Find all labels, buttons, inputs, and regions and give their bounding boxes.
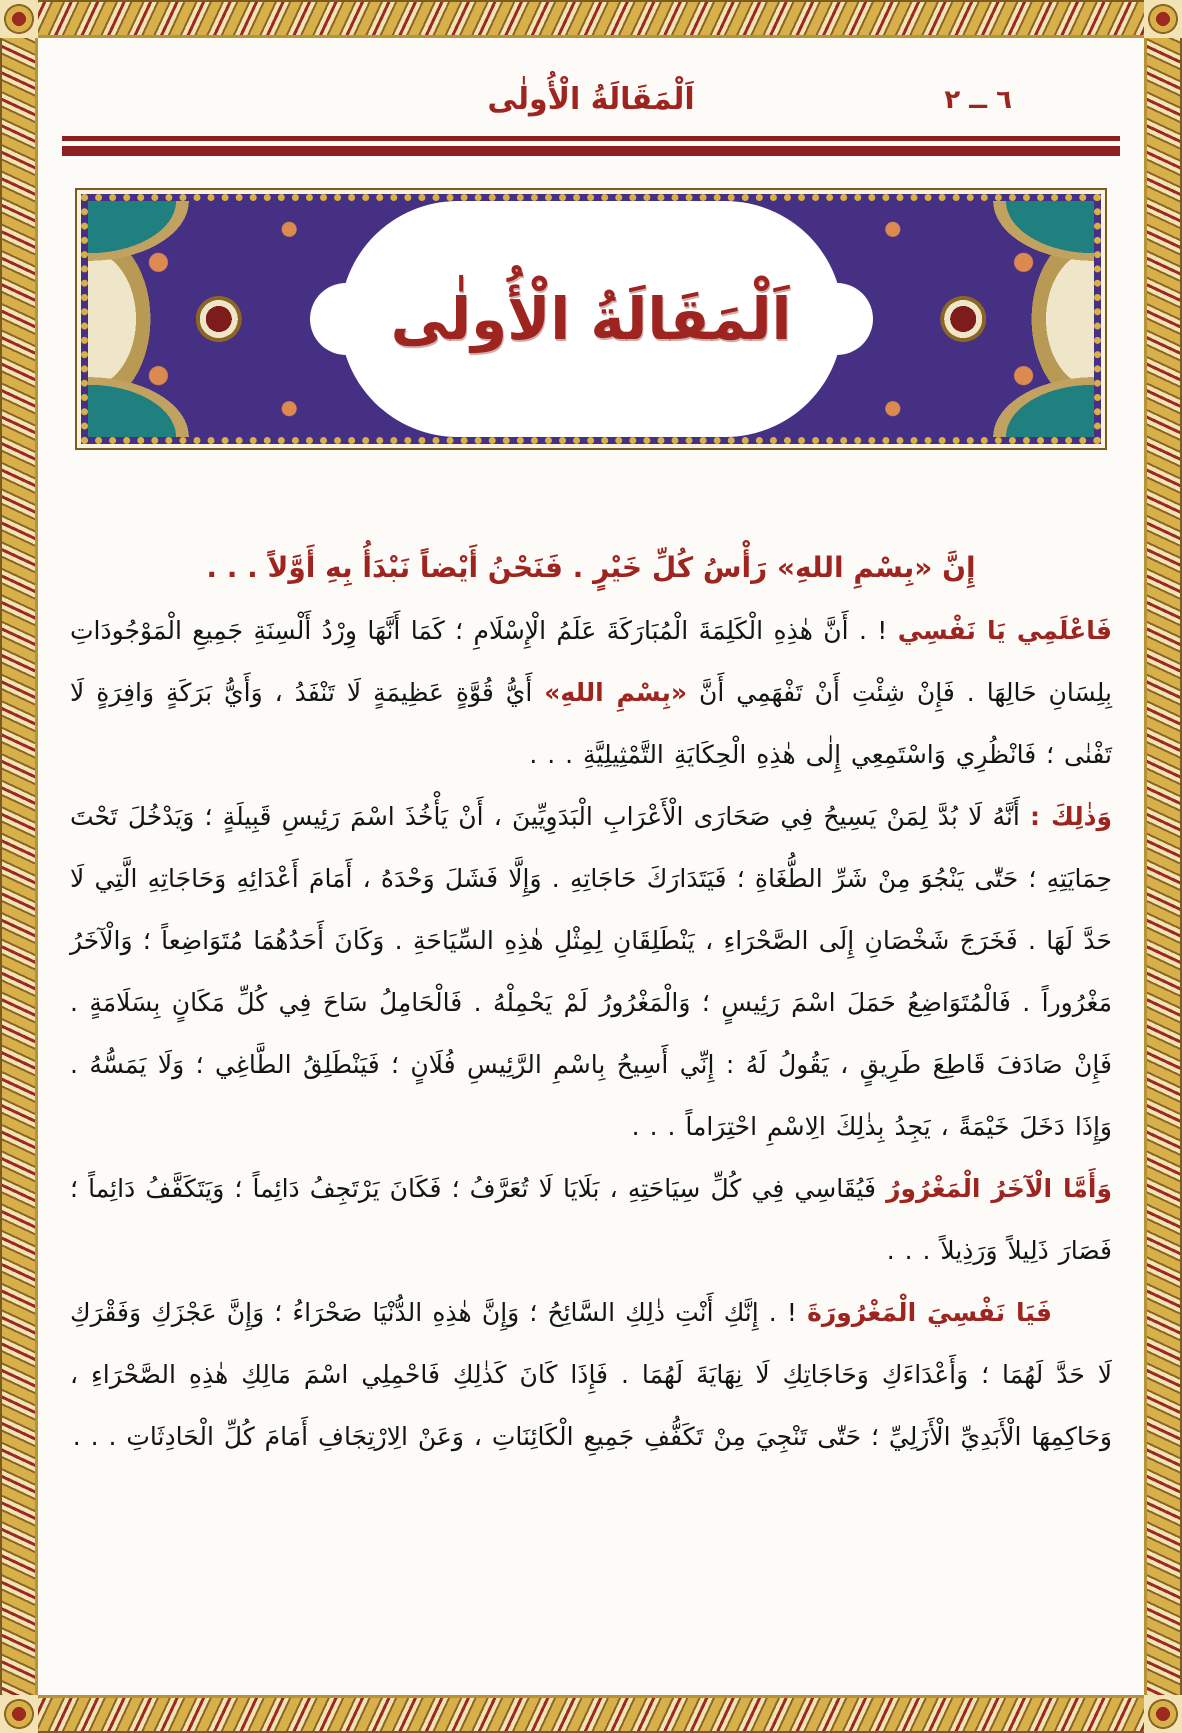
border-corner-rosette-icon bbox=[1144, 1695, 1182, 1733]
chapter-title: اَلْمَقَالَةُ الْأُولٰى bbox=[390, 285, 792, 353]
body-segment: أَيُّ قُوَّةٍ عَظِيمَةٍ لَا تَنْفَدُ ، وَأَيُّ بَرَكَةٍ وَافِرَةٍ لَا تَفْنٰى ؛ فَانْظُرِي وَاسْتَمِعِي إِلٰى هٰذِهِ الْحِكَايَةِ التَّمْثِيلِيَّةِ . . . bbox=[70, 678, 1112, 769]
body-segment: فَيُقَاسِي فِي كُلِّ سِيَاحَتِهِ ، بَلَايَا لَا تُعَرَّفُ ؛ فَكَانَ يَرْتَجِفُ دَائِماً ؛ وَيَتَكَفَّفُ دَائِماً ؛ فَصَارَ ذَلِيلاً وَرَذِيلاً . . . bbox=[70, 1174, 1112, 1265]
rule-line-thin bbox=[62, 136, 1120, 141]
paragraph-2 bbox=[70, 786, 1112, 1158]
lead-phrase: وَأَمَّا الْآخَرُ الْمَغْرُورُ bbox=[886, 1174, 1112, 1203]
lead-phrase: فَاعْلَمِي يَا نَفْسِي bbox=[897, 616, 1112, 645]
body-text bbox=[38, 536, 1144, 1468]
ornate-border-right bbox=[1144, 0, 1182, 1733]
rule-line-thick bbox=[62, 146, 1120, 156]
border-corner-rosette-icon bbox=[1144, 0, 1182, 38]
ornate-border-left bbox=[0, 0, 38, 1733]
lead-phrase: فَيَا نَفْسِيَ الْمَغْرُورَةَ bbox=[807, 1298, 1052, 1327]
border-corner-rosette-icon bbox=[0, 1695, 38, 1733]
bead-frame bbox=[81, 194, 1101, 444]
border-corner-rosette-icon bbox=[0, 0, 38, 38]
body-segment: ! . أَنَّ هٰذِهِ الْكَلِمَةَ الْمُبَارَكَةَ عَلَمُ الْإِسْلَامِ ؛ كَمَا أَنَّهَا وِرْدُ أَلْسِنَةِ جَمِيعِ الْمَوْجُودَاتِ بِلِسَانِ حَالِهَا . فَإِنْ شِئْتِ أَنْ تَفْهَمِي أَنَّ bbox=[70, 616, 1113, 707]
header-rule bbox=[62, 136, 1120, 156]
body-segment: ! . إِنَّكِ أَنْتِ ذٰلِكِ السَّائِحُ ؛ وَإِنَّ هٰذِهِ الدُّنْيَا صَحْرَاءُ ؛ وَإِنَّ عَجْزَكِ وَفَقْرَكِ لَا حَدَّ لَهُمَا ؛ وَأَعْدَاءَكِ وَحَاجَاتِكِ لَا نِهَايَةَ لَهُمَا . فَإِذَا كَانَ كَذٰلِكِ فَاحْمِلِي اسْمَ مَالِكِ هٰذِهِ الصَّحْرَاءِ ، وَحَاكِمِهَا الْأَبَدِيِّ الْأَزَلِيِّ ؛ حَتّٰى تَنْجِيَ مِنْ تَكَفُّفِ جَمِيعِ الْكَائِنَاتِ ، وَعَنْ الِارْتِجَافِ أَمَامَ كُلِّ الْحَادِثَاتِ . . . bbox=[70, 1298, 1112, 1451]
ornate-border-top bbox=[0, 0, 1182, 38]
ornate-border-bottom bbox=[0, 1695, 1182, 1733]
running-title: اَلْمَقَالَةُ الْأُولٰى bbox=[487, 82, 695, 117]
page-content bbox=[38, 38, 1144, 1695]
paragraph-4 bbox=[70, 1282, 1112, 1468]
paragraph-1 bbox=[70, 600, 1112, 786]
page-number: ٦ ــ ٢ bbox=[944, 85, 1012, 115]
title-cartouche bbox=[340, 201, 843, 437]
page-header bbox=[38, 72, 1144, 128]
body-segment: أَنَّهُ لَا بُدَّ لِمَنْ يَسِيحُ فِي صَحَارَى الْأَعْرَابِ الْبَدَوِيِّينَ ، أَنْ يَأْخُذَ اسْمَ رَئِيسِ قَبِيلَةٍ ؛ وَيَدْخُلَ تَحْتَ حِمَايَتِهِ ؛ حَتّٰى يَنْجُوَ مِنْ شَرِّ الطُّغَاةِ ؛ فَيَتَدَارَكَ حَاجَاتِهِ . وَإِلَّا فَشَلَ وَحْدَهُ ، أَمَامَ أَعْدَائِهِ وَحَاجَاتِهِ الَّتِي لَا حَدَّ لَهَا . فَخَرَجَ شَخْصَانِ إِلَى الصَّحْرَاءِ ، يَنْطَلِقَانِ لِمِثْلِ هٰذِهِ السِّيَاحَةِ . وَكَانَ أَحَدُهُمَا مُتَوَاضِعاً ؛ وَالْآخَرُ مَغْرُوراً . فَالْمُتَوَاضِعُ حَمَلَ اسْمَ رَئِيسٍ ؛ وَالْمَغْرُورُ لَمْ يَحْمِلْهُ . فَالْحَامِلُ سَاحَ فِي كُلِّ مَكَانٍ بِسَلَامَةٍ . فَإِنْ صَادَفَ قَاطِعَ طَرِيقٍ ، يَقُولُ لَهُ : إِنِّي أَسِيحُ بِاسْمِ الرَّئِيسِ فُلَانٍ ؛ فَيَنْطَلِقُ الطَّاغِي ؛ وَلَا يَمَسُّهُ . وَإِذَا دَخَلَ خَيْمَةً ، يَجِدُ بِذٰلِكَ الِاسْمِ احْتِرَاماً . . . bbox=[70, 802, 1112, 1141]
paragraph-3 bbox=[70, 1158, 1112, 1282]
lead-phrase: وَذٰلِكَ : bbox=[1030, 802, 1112, 831]
opening-line: إِنَّ «بِسْمِ اللهِ» رَأْسُ كُلِّ خَيْرٍ . فَنَحْنُ أَيْضاً نَبْدَأُ بِهِ أَوَّلاً . . . bbox=[206, 551, 976, 584]
bismillah-phrase: «بِسْمِ اللهِ» bbox=[544, 678, 688, 707]
illuminated-header-panel bbox=[75, 188, 1107, 450]
